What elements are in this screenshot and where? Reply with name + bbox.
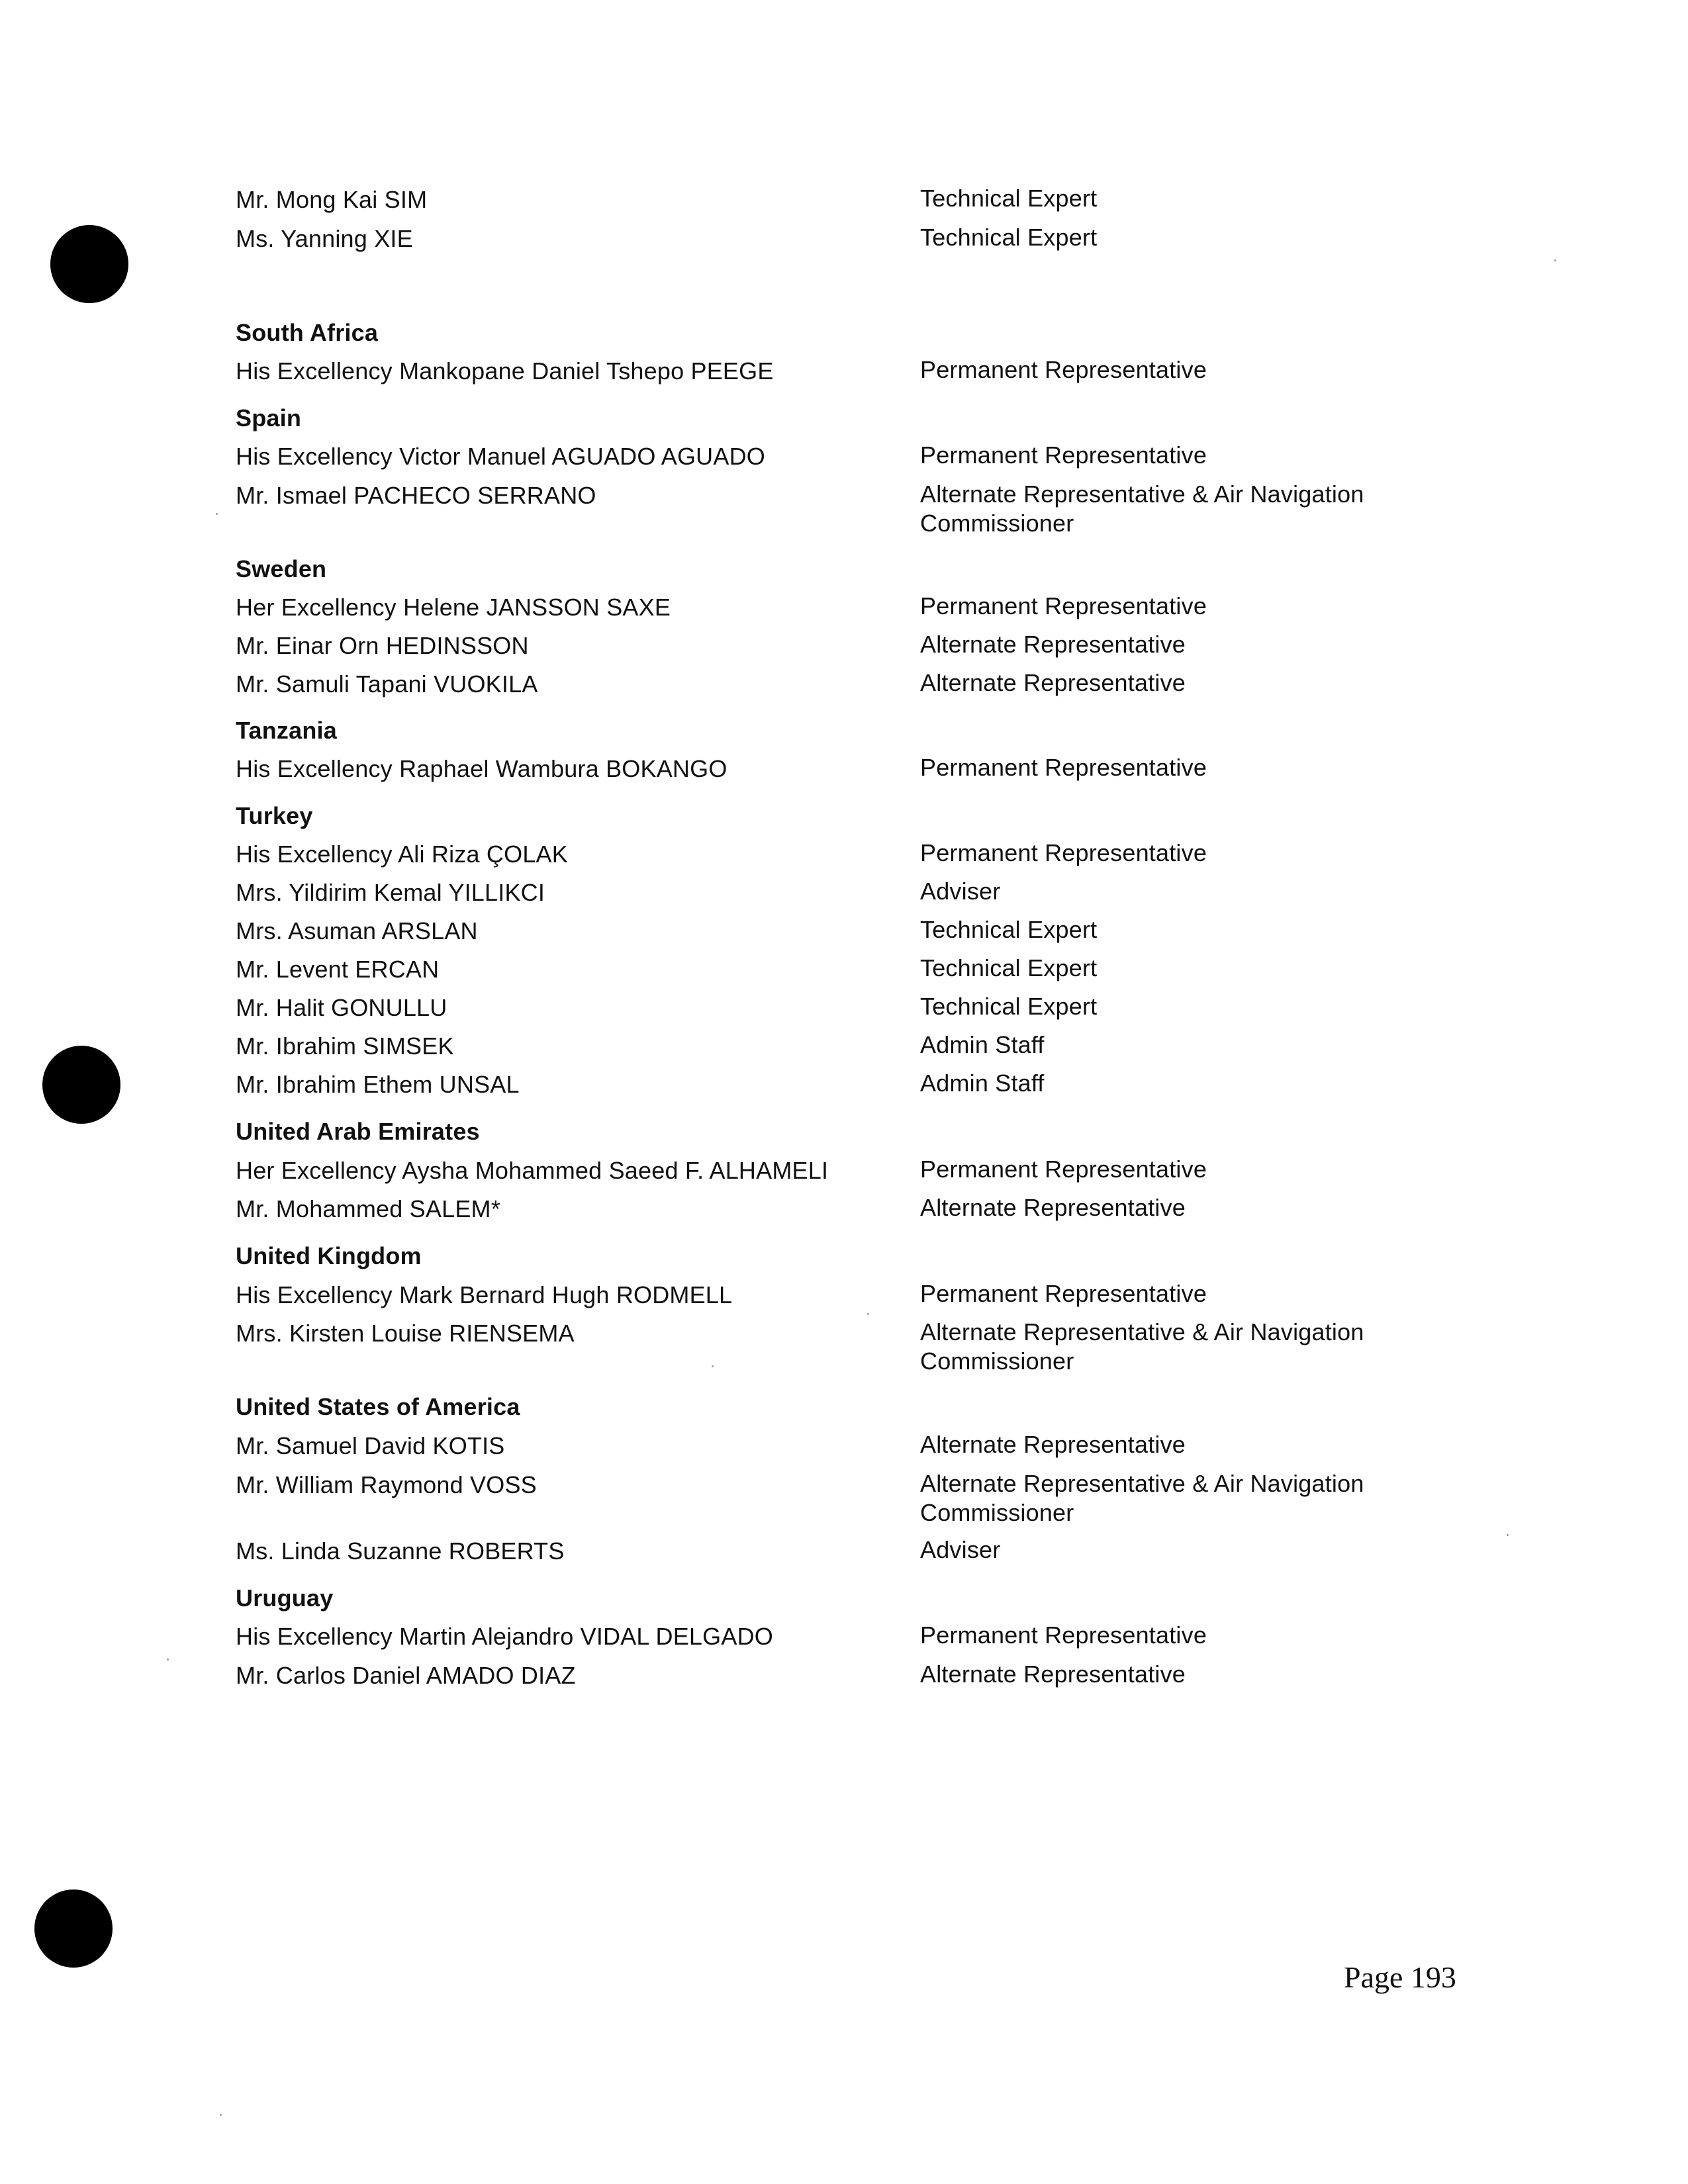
delegate-title: Adviser bbox=[920, 878, 1001, 905]
delegate-title-continued: Commissioner bbox=[920, 1347, 1074, 1375]
country-heading: United Kingdom bbox=[236, 1242, 422, 1269]
country-heading: Tanzania bbox=[236, 717, 337, 744]
delegate-name: Mr. William Raymond VOSS bbox=[236, 1471, 537, 1498]
page-number: Page 193 bbox=[1344, 1960, 1456, 1994]
country-heading: Turkey bbox=[236, 802, 313, 829]
delegate-title: Adviser bbox=[920, 1536, 1001, 1563]
delegate-title: Alternate Representative bbox=[920, 1194, 1186, 1221]
delegate-name: Her Excellency Helene JANSSON SAXE bbox=[236, 594, 671, 621]
delegate-title: Alternate Representative & Air Navigation bbox=[920, 1470, 1364, 1497]
scan-speck bbox=[1507, 1534, 1509, 1536]
punch-hole bbox=[42, 1046, 120, 1124]
delegate-name: Mr. Carlos Daniel AMADO DIAZ bbox=[236, 1662, 576, 1689]
delegate-name: Mrs. Kirsten Louise RIENSEMA bbox=[236, 1320, 575, 1347]
delegate-title: Permanent Representative bbox=[920, 839, 1207, 866]
delegate-title: Permanent Representative bbox=[920, 441, 1207, 469]
delegate-title: Alternate Representative bbox=[920, 669, 1186, 696]
country-heading: United States of America bbox=[236, 1393, 520, 1420]
delegate-name: Mr. Einar Orn HEDINSSON bbox=[236, 632, 529, 659]
delegate-name: Mr. Samuel David KOTIS bbox=[236, 1432, 505, 1459]
punch-hole bbox=[50, 225, 128, 303]
delegate-title: Permanent Representative bbox=[920, 592, 1207, 619]
delegate-title: Permanent Representative bbox=[920, 1280, 1207, 1307]
delegate-name: Mr. Samuli Tapani VUOKILA bbox=[236, 670, 538, 698]
delegate-title-continued: Commissioner bbox=[920, 510, 1074, 537]
country-heading: South Africa bbox=[236, 319, 379, 346]
delegate-title: Technical Expert bbox=[920, 916, 1098, 943]
delegate-name: His Excellency Mark Bernard Hugh RODMELL bbox=[236, 1281, 733, 1308]
delegate-title: Technical Expert bbox=[920, 224, 1098, 251]
delegate-name: His Excellency Ali Riza ÇOLAK bbox=[236, 841, 568, 868]
scan-speck bbox=[216, 513, 218, 515]
delegate-name: His Excellency Raphael Wambura BOKANGO bbox=[236, 755, 727, 782]
delegate-name: Mrs. Asuman ARSLAN bbox=[236, 917, 478, 944]
delegate-name: Ms. Linda Suzanne ROBERTS bbox=[236, 1537, 565, 1565]
delegate-name: His Excellency Mankopane Daniel Tshepo PEEGE bbox=[236, 357, 774, 385]
delegate-title: Technical Expert bbox=[920, 185, 1098, 212]
delegate-title: Permanent Representative bbox=[920, 754, 1207, 781]
delegate-name: His Excellency Victor Manuel AGUADO AGUADO bbox=[236, 443, 765, 470]
delegate-name: Mr. Ibrahim SIMSEK bbox=[236, 1032, 454, 1060]
country-heading: Uruguay bbox=[236, 1584, 334, 1612]
scan-speck bbox=[167, 1659, 169, 1661]
delegate-name: His Excellency Martin Alejandro VIDAL DELGADO bbox=[236, 1623, 773, 1650]
delegate-title: Alternate Representative & Air Navigation bbox=[920, 480, 1364, 508]
delegate-title-continued: Commissioner bbox=[920, 1499, 1074, 1526]
delegate-name: Mr. Levent ERCAN bbox=[236, 956, 440, 983]
delegate-title: Permanent Representative bbox=[920, 1156, 1207, 1183]
delegate-title: Alternate Representative bbox=[920, 1431, 1186, 1458]
delegate-name: Mr. Mong Kai SIM bbox=[236, 186, 428, 213]
scan-speck bbox=[220, 2114, 222, 2116]
country-heading: United Arab Emirates bbox=[236, 1118, 480, 1145]
delegate-name: Mrs. Yildirim Kemal YILLIKCI bbox=[236, 879, 545, 906]
delegate-title: Admin Staff bbox=[920, 1069, 1045, 1097]
delegate-title: Alternate Representative & Air Navigation bbox=[920, 1318, 1364, 1345]
delegate-title: Admin Staff bbox=[920, 1031, 1045, 1058]
delegate-name: Mr. Ismael PACHECO SERRANO bbox=[236, 482, 596, 509]
delegate-title: Alternate Representative bbox=[920, 1661, 1186, 1688]
delegate-name: Mr. Ibrahim Ethem UNSAL bbox=[236, 1071, 520, 1098]
punch-hole bbox=[34, 1889, 113, 1968]
scan-speck bbox=[867, 1313, 869, 1315]
delegate-name: Her Excellency Aysha Mohammed Saeed F. ALHAMELI bbox=[236, 1157, 829, 1184]
delegate-title: Permanent Representative bbox=[920, 1621, 1207, 1649]
delegate-title: Permanent Representative bbox=[920, 356, 1207, 383]
delegate-title: Alternate Representative bbox=[920, 631, 1186, 658]
delegate-title: Technical Expert bbox=[920, 954, 1098, 981]
delegate-title: Technical Expert bbox=[920, 993, 1098, 1020]
delegate-name: Mr. Mohammed SALEM* bbox=[236, 1195, 500, 1222]
country-heading: Sweden bbox=[236, 555, 327, 582]
scan-speck bbox=[712, 1365, 714, 1367]
delegate-name: Mr. Halit GONULLU bbox=[236, 994, 447, 1021]
scan-speck bbox=[1554, 259, 1556, 261]
country-heading: Spain bbox=[236, 404, 302, 432]
delegate-name: Ms. Yanning XIE bbox=[236, 225, 413, 252]
